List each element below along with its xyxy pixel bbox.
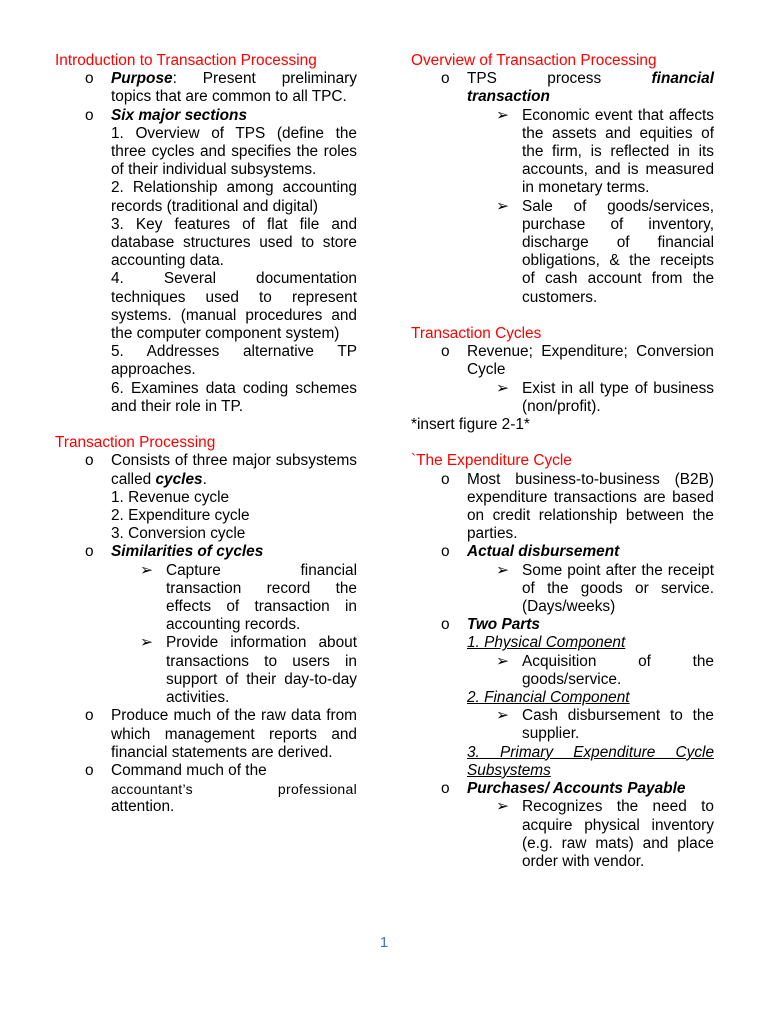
most-item: o Most business-to-business (B2B) expenditure transactions are based on credit relationship between the parties. [411,471,714,544]
arrow-bullet-icon: ➢ [496,707,509,725]
actual-item: o Actual disbursement [411,543,714,561]
bullet-circle: o [441,543,450,561]
bullet-circle: o [441,616,450,634]
cycles-heading: Transaction Cycles [411,325,542,343]
physical-sub: ➢ Acquisition of the goods/service. [411,653,714,689]
purchases-sub: ➢ Recognizes the need to acquire physical inventory (e.g. raw mats) and place order with vendor. [411,798,714,871]
bullet-circle: o [85,543,94,561]
purpose-item [55,70,357,106]
two-parts-item: o Two Parts [411,616,714,634]
bullet-circle: o [85,70,94,88]
section-6: 6. Examines data coding schemes and their role in TP. [111,379,357,415]
similarities-item [55,543,357,561]
section-5: 5. Addresses alternative TP approaches. [111,343,357,379]
bullet-circle: o [85,106,94,124]
arrow-bullet-icon: ➢ [140,561,153,579]
intro-heading: Introduction to Transaction Processing [55,52,317,69]
purpose-label: Purpose [111,70,173,88]
financial-sub: ➢ Cash disbursement to the supplier. [411,707,714,743]
cycle-1: 1. Revenue cycle [111,488,230,506]
purchases-item: o Purchases/ Accounts Payable [411,780,714,798]
section-4: 4. Several documentation techniques used to represent systems. (manual procedures and the computer component system) [111,270,357,343]
cycles-item: o Revenue; Expenditure; Conversion Cycle [411,343,714,379]
produce-text: Produce much of the raw data from which management reports and financial statements are derived. [111,707,357,761]
cycles-sub: ➢ Exist in all type of business (non/profit). [411,380,714,416]
page-number: 1 [379,934,389,951]
consists-item: o Consists of three major subsystems called cycles. [55,452,357,488]
consists-text: Consists of three major subsystems called [111,452,357,488]
six-sections-item [55,107,357,125]
produce-item [55,707,357,762]
command-item [55,762,357,817]
command-line-3: attention. [111,798,175,816]
bullet-circle: o [85,761,94,779]
bullet-circle: o [85,707,94,725]
command-line-2: accountant’s professional [111,781,357,798]
arrow-bullet-icon: ➢ [496,798,509,816]
actual-sub: ➢ Some point after the receipt of the goods or service. (Days/weeks) [411,562,714,617]
cycle-3: 3. Conversion cycle [111,525,246,543]
insert-figure-note: *insert figure 2-1* [411,416,530,434]
section-1: 1. Overview of TPS (define the three cycles and specifies the roles of their individual subsystems. [111,124,357,179]
six-sections-label: Six major sections [111,106,248,124]
cycles-emphasis: cycles [155,470,203,488]
purpose-text: : Present preliminary topics that are common to all TPC. [111,70,357,106]
section-2: 2. Relationship among accounting records (traditional and digital) [111,179,357,215]
financial-component-label: 2. Financial Component [467,689,630,707]
tp-heading: Transaction Processing [55,434,216,452]
arrow-bullet-icon: ➢ [496,197,509,215]
section-3: 3. Key features of flat file and database structures used to store accounting data. [111,215,357,270]
tps-item: o TPS process financial transaction [411,70,714,106]
arrow-bullet-icon: ➢ [496,652,509,670]
bullet-circle: o [441,70,450,88]
primary-subsystems-label: 3. Primary Expenditure Cycle Subsystems [467,743,714,779]
similarity-2: ➢ Provide information about transactions to users in support of their day-to-day activities. [55,634,357,707]
bullet-circle: o [85,452,94,470]
arrow-bullet-icon: ➢ [140,634,153,652]
bullet-circle: o [441,470,450,488]
similarity-1: ➢ Capture financial transaction record the effects of transaction in accounting records. [55,562,357,635]
left-column [55,52,357,817]
right-column [411,52,714,871]
expenditure-heading: `The Expenditure Cycle [411,452,572,470]
command-line-1: Command much of the [111,761,267,779]
bullet-circle: o [441,780,450,798]
overview-sub-1: ➢ Economic event that affects the assets and equities of the firm, is reflected in its accounts, and is measured in monetary terms. [411,107,714,198]
arrow-bullet-icon: ➢ [496,106,509,124]
physical-component-label: 1. Physical Component [467,634,626,652]
overview-heading: Overview of Transaction Processing [411,52,657,69]
arrow-bullet-icon: ➢ [496,561,509,579]
similarities-label: Similarities of cycles [111,543,264,561]
overview-sub-2: ➢ Sale of goods/services, purchase of inventory, discharge of financial obligations, & the receipts of cash account from the customers. [411,198,714,307]
arrow-bullet-icon: ➢ [496,379,509,397]
bullet-circle: o [441,343,450,361]
cycle-2: 2. Expenditure cycle [111,507,250,525]
